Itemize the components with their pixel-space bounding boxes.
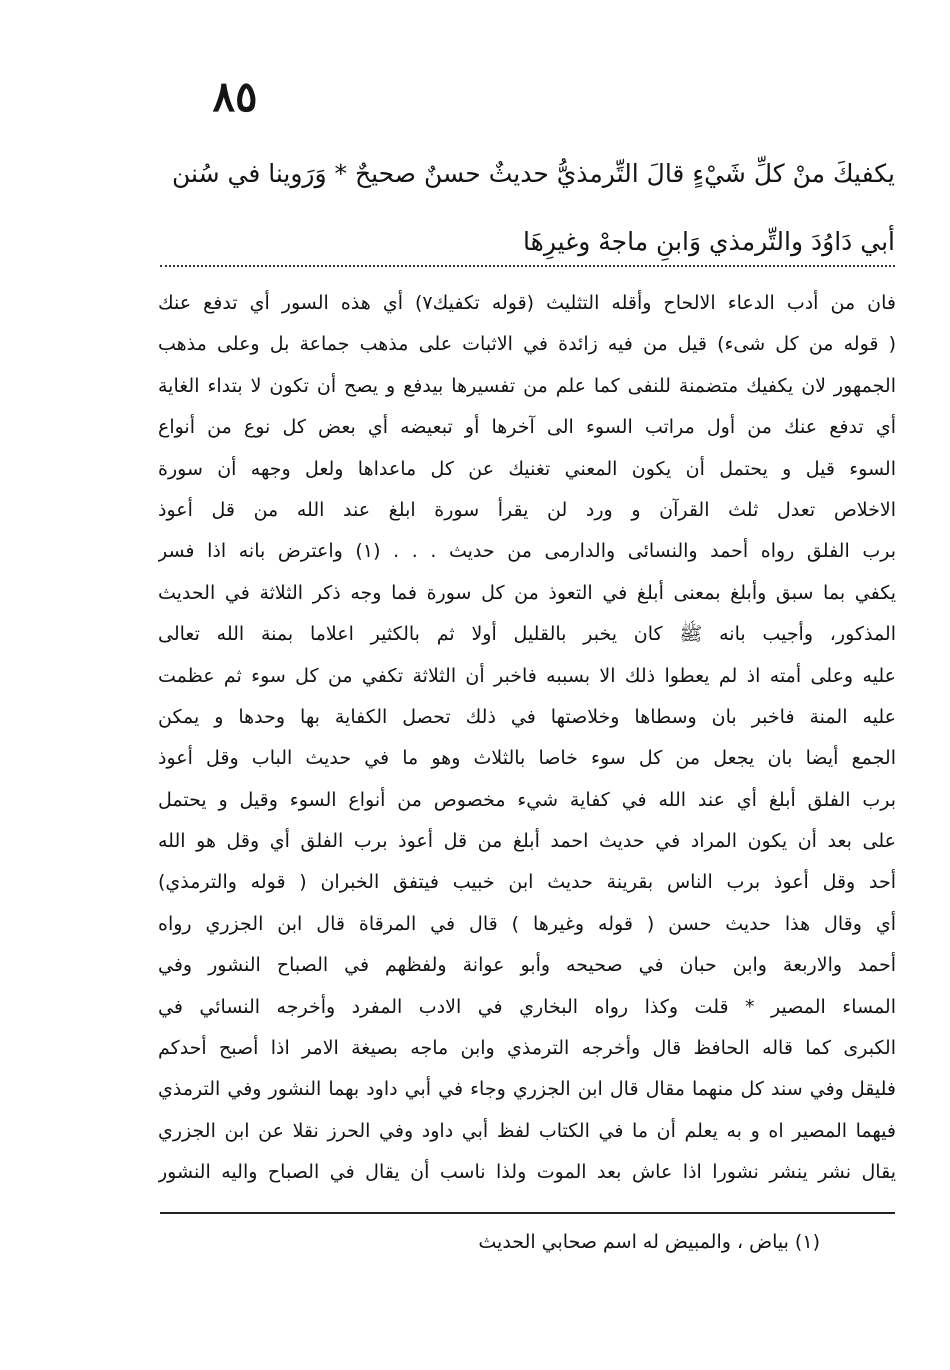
- commentary-line: ( قوله من كل شىء) قيل من فيه زائدة في الاثبات على مذهب جماعة بل وعلى مذهب: [158, 333, 896, 356]
- commentary-line: فان من أدب الدعاء الالحاح وأقله التثليث (قوله تكفيك٧) أي هذه السور أي تدفع عنك: [158, 292, 896, 314]
- commentary-line: يقال نشر ينشر نشورا اذا عاش بعد الموت ولذا ناسب أن يقال في الصباح واليه النشور: [158, 1161, 896, 1184]
- commentary-line: السوء قيل و يحتمل أن يكون المعني تغنيك عن كل ماعداها ولعل وجهه أن سورة: [158, 457, 896, 480]
- footnote-divider: [160, 1212, 895, 1214]
- commentary-line: المساء المصير * قلت وكذا رواه البخاري في الادب المفرد وأخرجه النسائي في: [158, 995, 896, 1018]
- commentary-line: أي وقال هذا حديث حسن ( قوله وغيرها ) قال في المرقاة قال ابن الجزري رواه: [158, 912, 896, 935]
- commentary-block: [158, 283, 896, 1194]
- commentary-line: على بعد أن يكون المراد في حديث احمد أبلغ من قل أعوذ برب الفلق أي وقل هو الله: [158, 830, 896, 853]
- commentary-line: برب الفلق رواه أحمد والنسائى والدارمى من حديث . . . (١) واعترض بانه اذا فسر: [158, 540, 896, 563]
- main-text-line: يكفيكَ منْ كلِّ شَيْءٍ قالَ التِّرمذيُّ حديثٌ حسنٌ صحيحٌ * وَرَوينا في سُنن: [172, 159, 895, 188]
- commentary-line: برب الفلق أبلغ أي عند الله في كفاية شيء مخصوص من أنواع السوء وقيل و يحتمل: [158, 788, 896, 811]
- commentary-line: أحمد والاربعة وابن حبان في صحيحه وأبو عوانة ولفظهم في الصباح النشور وفي: [158, 954, 896, 977]
- main-text-line: أبي دَاوُدَ والتِّرمذي وَابنِ ماجهْ وغيرِهَا: [523, 227, 895, 256]
- commentary-line: عليه المنة فاخبر بان وسطاها وخلاصتها في ذلك تحصل الكفاية بها وحدها و يمكن: [158, 705, 896, 728]
- footnote: (١) بياض ، والمبيض له اسم صحابي الحديث: [478, 1231, 820, 1253]
- commentary-line: المذكور، وأجيب بانه ﷺ كان يخبر بالقليل أولا ثم بالكثير اعلاما بمنة الله تعالى: [158, 623, 896, 646]
- commentary-line: يكفي بما سبق وأبلغ بمعنى أبلغ في التعوذ من كل سورة فما وجه ذكر الثلاثة في الحديث: [158, 581, 896, 604]
- main-text-block: [155, 140, 895, 276]
- commentary-line: أحد وقل أعوذ برب الناس بقرينة حديث ابن خبيب فيتفق الخبران ( قوله والترمذي): [158, 871, 896, 894]
- commentary-line: الجمع أيضا بان يجعل من كل سوء خاصا بالثلاث وهو ما في حديث الباب وقل أعوذ: [158, 747, 896, 770]
- commentary-line: فيهما المصير اه و به يعلم أن ما في الكتاب لفظ أبي داود وفي الحرز نقلا عن ابن الجزري: [158, 1119, 896, 1142]
- commentary-line: الاخلاص تعدل ثلث القرآن و ورد لن يقرأ سورة ابلغ عند الله من قل أعوذ: [158, 498, 896, 521]
- commentary-line: عليه وعلى أمته اذ لم يعطوا ذلك الا بسببه فاخبر أن الثلاثة تكفي من كل سوء ثم عظمت: [158, 664, 896, 687]
- commentary-line: الجمهور لان يكفيك متضمنة للنفى كما علم من تفسيرها بيدفع و يصح أن تكون لا بتداء الغاية: [158, 374, 896, 397]
- dotted-divider: [160, 265, 895, 267]
- page-number: ٨٥: [212, 72, 258, 121]
- commentary-line: الكبرى كما قاله الحافظ قال وأخرجه الترمذي وابن ماجه بصيغة الامر اذا أصبح أحدكم: [158, 1037, 896, 1060]
- commentary-line: أي تدفع عنك من أول مراتب السوء الى آخرها أو تبعيضه أي بعض كل نوع من أنواع: [158, 416, 896, 439]
- commentary-line: فليقل وفي سند كل منهما مقال قال ابن الجزري وجاء في أبي داود بهما النشور وفي الترمذي: [158, 1078, 896, 1101]
